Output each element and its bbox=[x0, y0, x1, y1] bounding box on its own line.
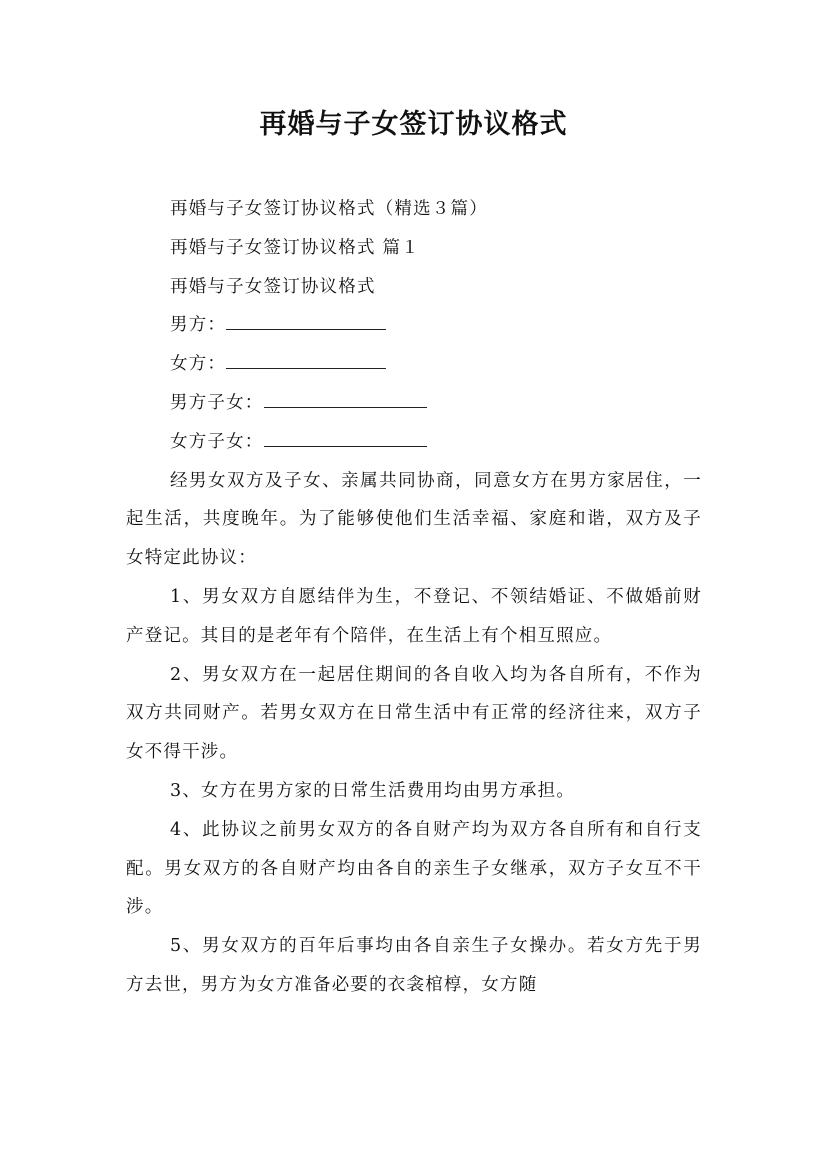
husband-blank bbox=[226, 313, 386, 330]
wife-children-blank bbox=[264, 430, 427, 447]
subtitle-line: 再婚与子女签订协议格式（精选３篇） bbox=[170, 199, 488, 219]
husband-children-field bbox=[126, 384, 702, 423]
clause-5: 5、男女双方的百年后事均由各自亲生子女操办。若女方先于男方去世，男方为女方准备必要的衣衾棺椁，女方随 bbox=[126, 936, 702, 995]
wife-field bbox=[126, 345, 702, 384]
clause-3: 3、女方在男方家的日常生活费用均由男方承担。 bbox=[170, 780, 576, 801]
husband-field bbox=[126, 306, 702, 345]
clause-2: 2、男女双方在一起居住期间的各自收入均为各自所有，不作为双方共同财产。若男女双方在日常生活中有正常的经济往来，双方子女不得干涉。 bbox=[126, 664, 702, 763]
husband-children-blank bbox=[264, 391, 427, 408]
document-title: 再婚与子女签订协议格式 bbox=[259, 109, 568, 140]
husband-label: 男方： bbox=[170, 315, 227, 336]
intro-paragraph: 经男女双方及子女、亲属共同协商，同意女方在男方家居住，一起生活，共度晚年。为了能够使他们生活幸福、家庭和谐，双方及子女特定此协议： bbox=[126, 470, 702, 569]
wife-children-label: 女方子女： bbox=[170, 431, 264, 452]
wife-blank bbox=[226, 352, 386, 369]
husband-children-label: 男方子女： bbox=[170, 392, 264, 413]
section-line: 再婚与子女签订协议格式 篇１ bbox=[170, 237, 420, 258]
agreement-heading: 再婚与子女签订协议格式 bbox=[170, 276, 376, 297]
clause-4: 4、此协议之前男女双方的各自财产均为双方各自所有和自行支配。男女双方的各自财产均由各自的亲生子女继承，双方子女互不干涉。 bbox=[126, 819, 702, 918]
clause-1: 1、男女双方自愿结伴为生，不登记、不领结婚证、不做婚前财产登记。其目的是老年有个陪伴，在生活上有个相互照应。 bbox=[126, 586, 702, 646]
document-body bbox=[126, 190, 702, 1005]
wife-children-field bbox=[126, 423, 702, 462]
wife-label: 女方： bbox=[170, 354, 227, 375]
